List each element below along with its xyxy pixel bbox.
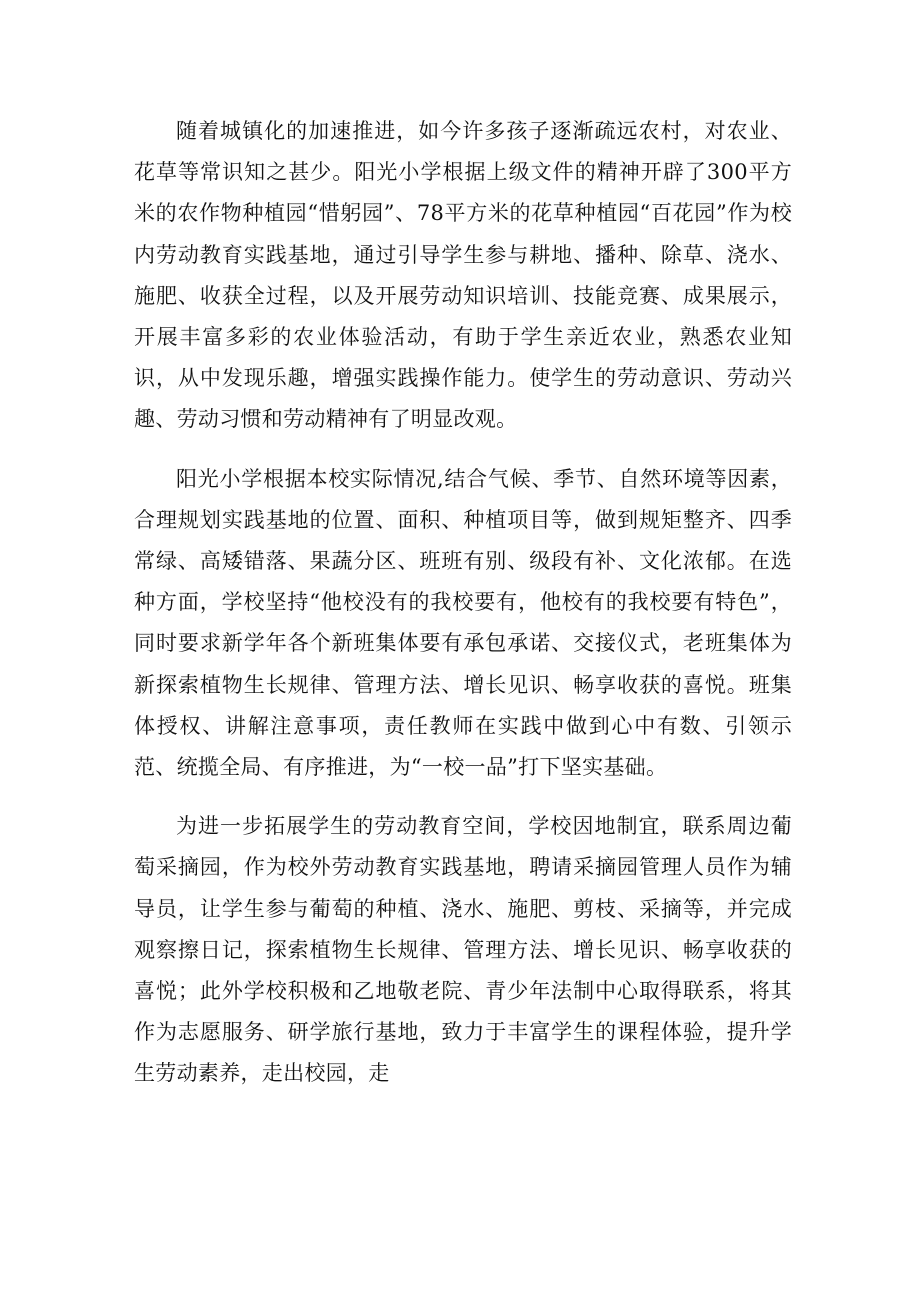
- paragraph-3: 为进一步拓展学生的劳动教育空间，学校因地制宜，联系周边葡萄采摘园，作为校外劳动教育实践基地，聘请采摘园管理人员作为辅导员，让学生参与葡萄的种植、浇水、施肥、剪枝、采摘等，并完成观察擦日记，探索植物生长规律、管理方法、增长见识、畅享收获的喜悦；此外学校积极和乙地敬老院、青少年法制中心取得联系，将其作为志愿服务、研学旅行基地，致力于丰富学生的课程体验，提升学生劳动素养，走出校园，走: [134, 814, 792, 1086]
- paragraph-2: 阳光小学根据本校实际情况,结合气候、季节、自然环境等因素，合理规划实践基地的位置、面积、种植项目等，做到规矩整齐、四季常绿、高矮错落、果蔬分区、班班有别、级段有补、文化浓郁。在选种方面，学校坚持“他校没有的我校要有，他校有的我校要有特色”，同时要求新学年各个新班集体要有承包承诺、交接仪式，老班集体为新探索植物生长规律、管理方法、增长见识、畅享收获的喜悦。班集体授权、讲解注意事项，责任教师在实践中做到心中有数、引领示范、统揽全局、有序推进，为“一校一品”打下坚实基础。: [134, 466, 792, 780]
- document-body: [134, 111, 792, 1113]
- paragraph-1: 随着城镇化的加速推进，如今许多孩子逐渐疏远农村，对农业、花草等常识知之甚少。阳光小学根据上级文件的精神开辟了300平方米的农作物种植园“惜躬园”、78平方米的花草种植园“百花园”作为校内劳动教育实践基地，通过引导学生参与耕地、播种、除草、浇水、施肥、收获全过程，以及开展劳动知识培训、技能竞赛、成果展示，开展丰富多彩的农业体验活动，有助于学生亲近农业，熟悉农业知识，从中发现乐趣，增强实践操作能力。使学生的劳动意识、劳动兴趣、劳动习惯和劳动精神有了明显改观。: [134, 119, 792, 432]
